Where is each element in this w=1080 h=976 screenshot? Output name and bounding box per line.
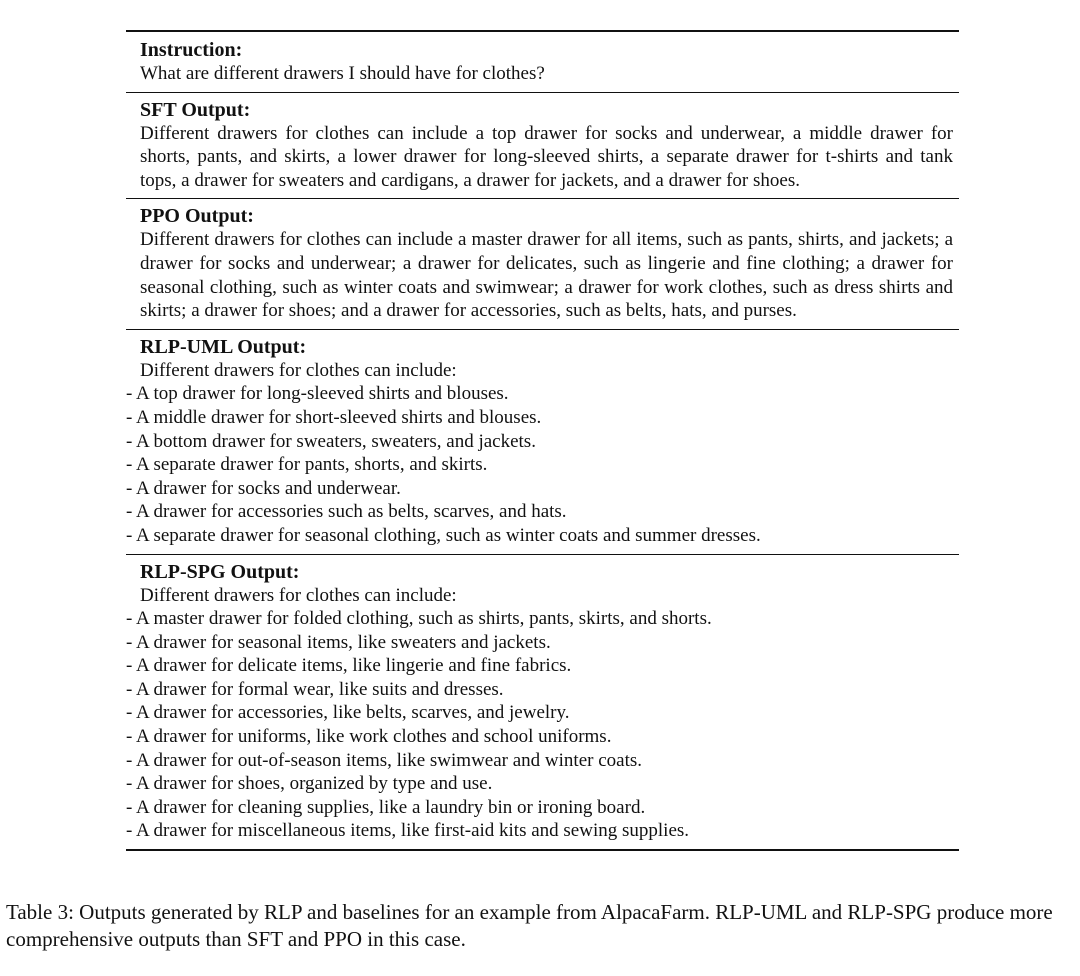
list-item: - A bottom drawer for sweaters, sweaters, and jackets. (126, 430, 536, 452)
list-item: - A drawer for shoes, organized by type and use. (126, 773, 493, 795)
instruction-title: Instruction: (140, 39, 243, 61)
list-item: - A drawer for out-of-season items, like swimwear and winter coats. (126, 749, 643, 771)
rlp-uml-output-title: RLP-UML Output: (140, 335, 307, 358)
rlp-spg-intro: Different drawers for clothes can include: (140, 584, 457, 606)
instruction-text: What are different drawers I should have for clothes? (140, 63, 545, 84)
list-item: - A drawer for socks and underwear. (126, 477, 401, 499)
ppo-output-text: Different drawers for clothes can include a master drawer for all items, such as pants, shirts, and jackets; a drawer for socks and underwear; a drawer for delicates, such as lingerie and fine clothing; a drawer for seasonal clothing, such as winter coats and swimwear; a drawer for work clothes, such as dress shirts and skirts; a drawer for shoes; and a drawer for accessories, such as belts, hats, and purses. (140, 229, 953, 322)
list-item: - A drawer for formal wear, like suits and dresses. (126, 678, 504, 700)
rlp-spg-output-title: RLP-SPG Output: (140, 560, 300, 583)
ppo-output-title: PPO Output: (140, 205, 254, 228)
list-item: - A drawer for accessories such as belts, scarves, and hats. (126, 501, 567, 523)
rlp-uml-output-section (126, 330, 959, 554)
sft-output-title: SFT Output: (140, 98, 251, 121)
sft-output-section (126, 93, 959, 199)
list-item: - A separate drawer for seasonal clothing, such as winter coats and summer dresses. (126, 524, 761, 546)
outputs-table (126, 30, 959, 851)
instruction-section (126, 32, 959, 92)
sft-output-text: Different drawers for clothes can include a top drawer for socks and underwear, a middle drawer for shorts, pants, and skirts, a lower drawer for long-sleeved shirts, a separate drawer for t-shirts and tank tops, a drawer for sweaters and cardigans, a drawer for jackets, and a drawer for shoes. (140, 122, 953, 191)
rlp-spg-list (126, 607, 953, 843)
list-item: - A drawer for uniforms, like work clothes and school uniforms. (126, 726, 612, 748)
rlp-uml-intro: Different drawers for clothes can include: (140, 359, 457, 381)
rlp-uml-list (126, 382, 953, 547)
list-item: - A drawer for seasonal items, like sweaters and jackets. (126, 631, 551, 653)
list-item: - A master drawer for folded clothing, such as shirts, pants, skirts, and shorts. (126, 608, 712, 630)
list-item: - A drawer for delicate items, like lingerie and fine fabrics. (126, 655, 572, 677)
rlp-spg-output-section (126, 555, 959, 850)
bottom-rule (126, 849, 959, 851)
table-caption: Table 3: Outputs generated by RLP and baselines for an example from AlpacaFarm. RLP-UML and RLP-SPG produce more comprehensive outputs than SFT and PPO in this case. (6, 900, 1053, 951)
list-item: - A top drawer for long-sleeved shirts and blouses. (126, 383, 509, 405)
ppo-output-section (126, 199, 959, 328)
list-item: - A drawer for cleaning supplies, like a laundry bin or ironing board. (126, 796, 646, 818)
list-item: - A separate drawer for pants, shorts, and skirts. (126, 454, 488, 476)
list-item: - A middle drawer for short-sleeved shirts and blouses. (126, 406, 542, 428)
list-item: - A drawer for accessories, like belts, scarves, and jewelry. (126, 702, 570, 724)
list-item: - A drawer for miscellaneous items, like first-aid kits and sewing supplies. (126, 820, 690, 842)
